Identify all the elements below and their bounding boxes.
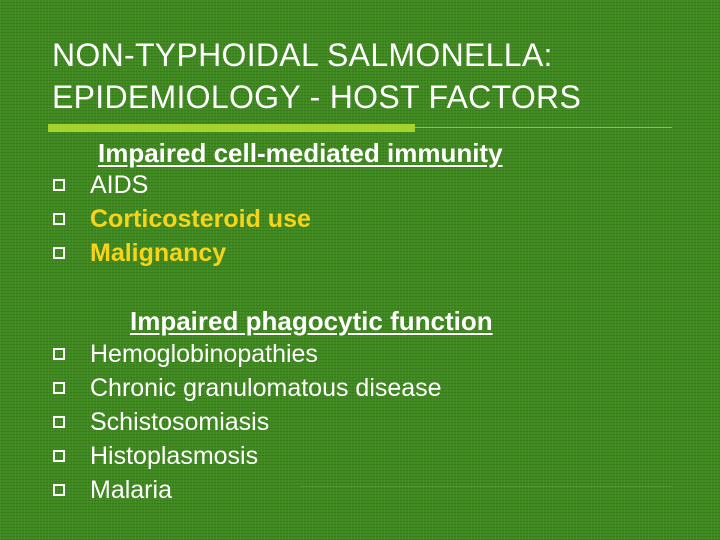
title-accent-bar [48,124,415,132]
hollow-square-icon [53,382,65,394]
list-item-label: Corticosteroid use [90,205,311,233]
list-item-label: AIDS [90,171,149,199]
hollow-square-icon [53,247,65,259]
hollow-square-icon [53,348,65,360]
hollow-square-icon [53,416,65,428]
list-item-label: Histoplasmosis [90,442,259,470]
section-heading-phagocytic: Impaired phagocytic function [130,306,493,336]
list-item-label: Malaria [90,476,172,504]
slide-title [52,34,692,118]
title-line-2: EPIDEMIOLOGY - HOST FACTORS [52,79,582,115]
footer-divider [300,486,672,487]
hollow-square-icon [53,450,65,462]
list-item-label: Chronic granulomatous disease [90,374,442,402]
hollow-square-icon [53,213,65,225]
title-line-1: NON-TYPHOIDAL SALMONELLA: [52,37,553,73]
section-heading-cell-mediated: Impaired cell-mediated immunity [98,138,503,168]
list-item-label: Hemoglobinopathies [90,340,318,368]
list-item-label: Schistosomiasis [90,408,270,436]
list-item-label: Malignancy [90,239,227,267]
hollow-square-icon [53,179,65,191]
title-accent-line [415,127,672,128]
hollow-square-icon [53,484,65,496]
